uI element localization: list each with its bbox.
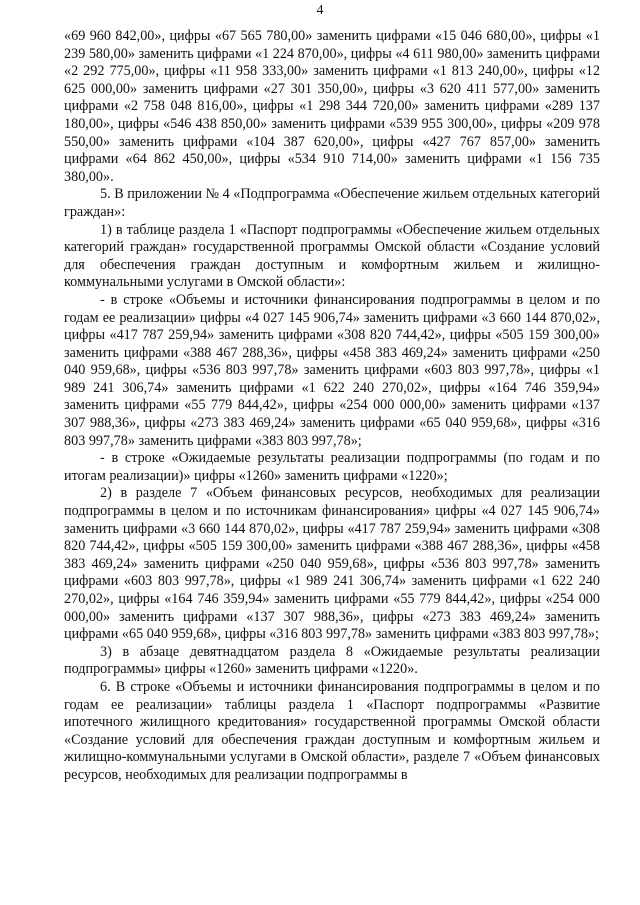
paragraph-item-6: 6. В строке «Объемы и источники финансирования подпрограммы в целом и по годам ее реализации» таблицы раздела 1 «Паспорт подпрограммы «Развитие ипотечного жилищного кредитования» государственной программы Омской области «Создание условий для обеспечения граждан доступным и комфортным жильем и жилищно-коммунальными услугами в Омской области», разделе 7 «Объем финансовых ресурсов, необходимых для реализации подпрограммы в [64,678,600,783]
paragraph-subitem-2: 2) в разделе 7 «Объем финансовых ресурсов, необходимых для реализации подпрограммы в целом и по источникам финансирования» цифры «4 027 145 906,74» заменить цифрами «3 660 144 870,02», цифры «417 787 259,94» заменить цифрами «308 820 744,42», цифры «505 159 300,00» заменить цифрами «388 467 288,36», цифры «458 383 469,24» заменить цифрами «250 040 959,68», цифры «536 803 997,78» заменить цифрами «603 803 997,78», цифры «1 989 241 306,74» заменить цифрами «1 622 240 270,02», цифры «164 746 359,94» заменить цифрами «55 779 844,42», цифры «254 000 000,00» заменить цифрами «137 307 988,36», цифры «273 383 469,24» заменить цифрами «65 040 959,68», цифры «316 803 997,78» заменить цифрами «383 803 997,78»; [64,485,600,643]
page-number: 4 [316,3,324,18]
paragraph-item-5: 5. В приложении № 4 «Подпрограмма «Обеспечение жильем отдельных категорий граждан»: [64,186,600,220]
paragraph-expected-results-row: - в строке «Ожидаемые результаты реализации подпрограммы (по годам и по итогам реализации)» цифры «1260» заменить цифрами «1220»; [64,450,600,484]
paragraph-subitem-3: 3) в абзаце девятнадцатом раздела 8 «Ожидаемые результаты реализации подпрограммы» цифры «1260» заменить цифрами «1220». [64,643,600,678]
paragraph-financing-row: - в строке «Объемы и источники финансирования подпрограммы в целом и по годам ее реализации» цифры «4 027 145 906,74» заменить цифрами «3 660 144 870,02», цифры «417 787 259,94» заменить цифрами «308 820 744,42», цифры «505 159 300,00» заменить цифрами «388 467 288,36», цифры «458 383 469,24» заменить цифрами «250 040 959,68», цифры «536 803 997,78» заменить цифрами «603 803 997,78», цифры «1 989 241 306,74» заменить цифрами «1 622 240 270,02», цифры «164 746 359,94» заменить цифрами «55 779 844,42», цифры «254 000 000,00» заменить цифрами «137 307 988,36», цифры «273 383 469,24» заменить цифрами «65 040 959,68», цифры «316 803 997,78» заменить цифрами «383 803 997,78»; [64,291,600,449]
paragraph-continuation: «69 960 842,00», цифры «67 565 780,00» заменить цифрами «15 046 680,00», цифры «1 239 580,00» заменить цифрами «1 224 870,00», цифры «4 611 980,00» заменить цифрами «2 292 775,00», цифры «11 958 333,00» заменить цифрами «1 813 240,00», цифры «12 625 000,00» заменить цифрами «27 301 350,00», цифры «3 620 411 577,00» заменить цифрами «2 758 048 816,00», цифры «1 298 344 720,00» заменить цифрами «289 137 180,00», цифры «546 438 850,00» заменить цифрами «539 955 300,00», цифры «209 978 550,00» заменить цифрами «104 387 620,00», цифры «427 767 857,00» заменить цифрами «64 862 450,00», цифры «534 910 714,00» заменить цифрами «1 156 735 380,00». [64,28,600,185]
paragraph-subitem-1: 1) в таблице раздела 1 «Паспорт подпрограммы «Обеспечение жильем отдельных категорий граждан» государственной программы Омской области «Создание условий для обеспечения граждан доступным и комфортным жильем и жилищно-коммунальными услугами в Омской области»: [64,221,600,291]
document-body [64,28,600,785]
